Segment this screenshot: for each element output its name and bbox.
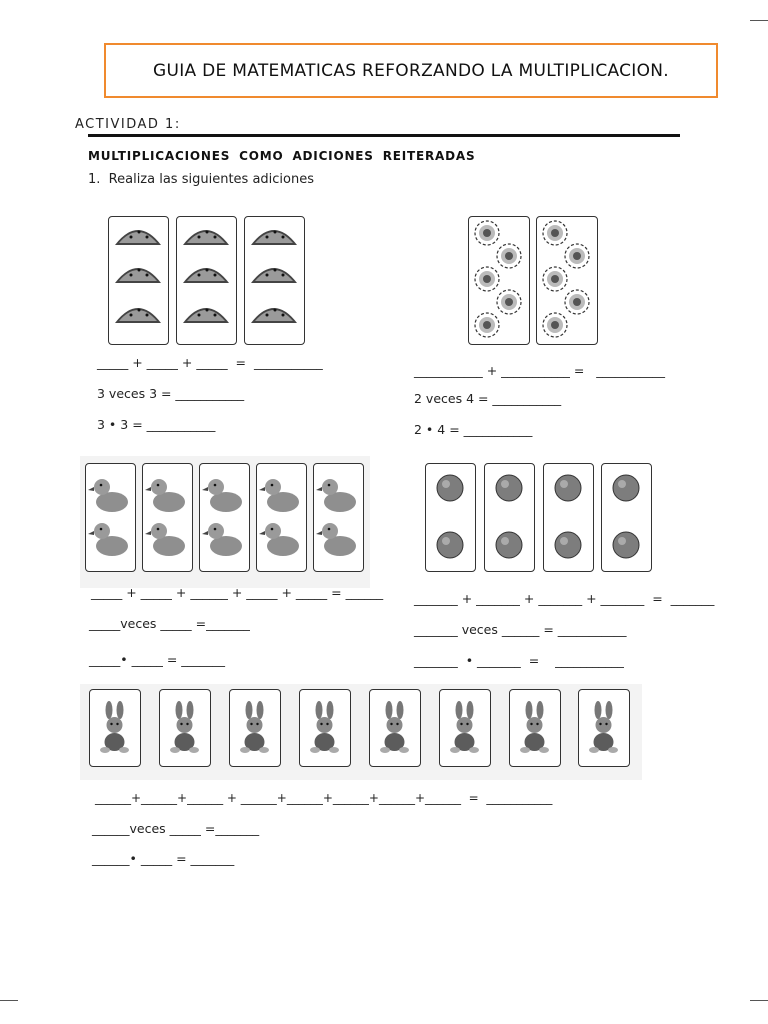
duck-icon	[145, 479, 185, 512]
veces-line[interactable]: 2 veces 4 = ___________	[414, 391, 562, 406]
duck-icon	[316, 523, 356, 556]
flower-icon	[543, 221, 567, 245]
bunny-icon	[440, 690, 489, 765]
group-card	[159, 689, 211, 767]
watermelon-icon	[251, 268, 297, 283]
flower-icon	[565, 290, 589, 314]
bunny-icon	[370, 690, 419, 765]
watermelon-icon	[183, 308, 229, 323]
bunny-icon	[230, 690, 279, 765]
instruction	[88, 172, 314, 187]
product-line[interactable]: _____• _____ = _______	[89, 652, 226, 667]
watermelon-icon	[251, 308, 297, 323]
group-card	[425, 463, 476, 572]
duck-icon	[316, 479, 356, 512]
duck-icon	[88, 479, 128, 512]
flower-icon	[475, 221, 499, 245]
flower-icon	[543, 313, 567, 337]
product-line[interactable]: 3 • 3 = ___________	[97, 417, 216, 432]
group-card	[313, 463, 364, 572]
watermelon-icon	[183, 230, 229, 245]
section-subtitle: MULTIPLICACIONES COMO ADICIONES REITERADAS	[88, 149, 476, 163]
bunny-icon	[160, 690, 209, 765]
group-card	[484, 463, 535, 572]
veces-line[interactable]: _______ veces ______ = ___________	[414, 622, 627, 637]
bunny-icon	[579, 690, 628, 765]
flower-icon	[497, 244, 521, 268]
group-card	[244, 216, 305, 345]
group-card	[601, 463, 652, 572]
duck-icon	[202, 523, 242, 556]
group-card	[89, 689, 141, 767]
watermelon-icon	[251, 230, 297, 245]
duck-icon	[259, 523, 299, 556]
ball-icon	[555, 475, 581, 501]
group-card	[176, 216, 237, 345]
veces-line[interactable]: ______veces _____ =_______	[92, 821, 260, 836]
veces-line[interactable]: 3 veces 3 = ___________	[97, 386, 245, 401]
duck-icon	[259, 479, 299, 512]
bunny-icon	[510, 690, 559, 765]
product-line[interactable]: _______ • _______ = ___________	[414, 653, 624, 668]
sum-line[interactable]: _____ + _____ + _____ = ___________	[97, 355, 323, 370]
group-card	[299, 689, 351, 767]
ball-icon	[496, 532, 522, 558]
duck-icon	[202, 479, 242, 512]
product-line[interactable]: ______• _____ = _______	[92, 851, 235, 866]
ball-icon	[613, 475, 639, 501]
group-card	[578, 689, 630, 767]
watermelon-icon	[115, 268, 161, 283]
flower-icon	[543, 267, 567, 291]
group-card	[468, 216, 530, 345]
instruction-number: 1.	[88, 172, 101, 187]
sum-line[interactable]: ______+______+______ + ______+______+______+______+______ = ___________	[95, 791, 553, 805]
page-title-box	[104, 43, 718, 98]
group-card	[85, 463, 136, 572]
flower-icon	[475, 267, 499, 291]
group-card	[536, 216, 598, 345]
group-card	[509, 689, 561, 767]
group-card	[142, 463, 193, 572]
corner-mark-bottom-right	[750, 1000, 768, 1001]
group-card	[439, 689, 491, 767]
corner-mark-top-right	[750, 20, 768, 21]
watermelon-icon	[115, 230, 161, 245]
flower-icon	[497, 290, 521, 314]
sum-line[interactable]: ___________ + ___________ = ___________	[414, 363, 666, 378]
bunny-icon	[90, 690, 139, 765]
flower-icon	[475, 313, 499, 337]
corner-mark-bottom-left	[0, 1000, 18, 1001]
flower-icon	[565, 244, 589, 268]
ball-icon	[437, 532, 463, 558]
page-title: GUIA DE MATEMATICAS REFORZANDO LA MULTIPLICACION.	[152, 60, 670, 81]
ball-icon	[613, 532, 639, 558]
group-card	[256, 463, 307, 572]
group-card	[543, 463, 594, 572]
bunny-icon	[300, 690, 349, 765]
activity-label: ACTIVIDAD 1:	[75, 117, 181, 132]
ball-icon	[555, 532, 581, 558]
group-card	[369, 689, 421, 767]
ball-icon	[437, 475, 463, 501]
group-card	[108, 216, 169, 345]
group-card	[199, 463, 250, 572]
group-card	[229, 689, 281, 767]
veces-line[interactable]: _____veces _____ =_______	[89, 616, 250, 631]
ball-icon	[496, 475, 522, 501]
sum-line[interactable]: _______ + _______ + _______ + _______ = _______	[414, 591, 715, 606]
instruction-text: Realiza las siguientes adiciones	[108, 172, 314, 187]
heading-rule	[88, 134, 680, 137]
watermelon-icon	[183, 268, 229, 283]
product-line[interactable]: 2 • 4 = ___________	[414, 422, 533, 437]
duck-icon	[145, 523, 185, 556]
sum-line[interactable]: _____ + _____ + ______ + _____ + _____ = ______	[91, 585, 384, 600]
duck-icon	[88, 523, 128, 556]
watermelon-icon	[115, 308, 161, 323]
